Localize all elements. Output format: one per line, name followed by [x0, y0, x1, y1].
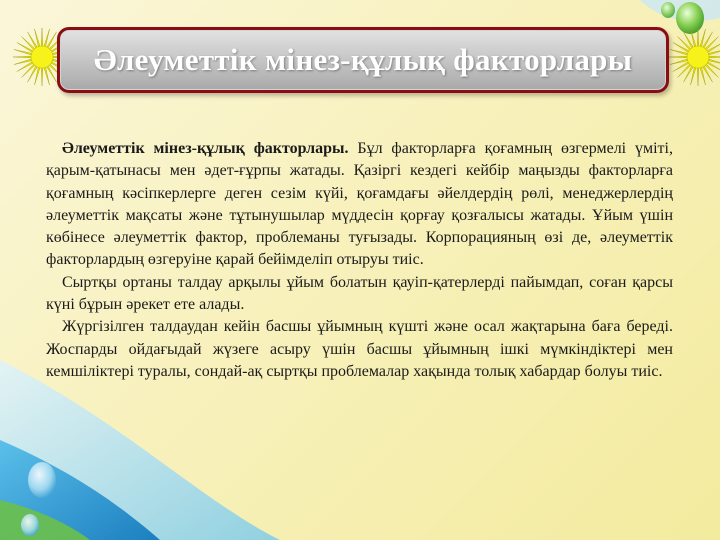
sun-ray — [13, 56, 32, 58]
sun-ray — [697, 28, 699, 47]
water-drop-icon — [661, 2, 675, 18]
sun-burst-icon — [668, 27, 720, 87]
sun-ray — [697, 67, 699, 86]
slide-title: Әлеуметтік мінез-құлық факторлары — [93, 42, 633, 77]
sun-ray — [41, 67, 43, 86]
paragraph-3 — [46, 316, 673, 383]
water-drop-icon — [21, 514, 39, 536]
paragraph-2 — [46, 272, 673, 317]
sun-ray — [41, 28, 43, 47]
paragraph-text: Жүргізілген талдаудан кейін басшы ұйымның күшті және осал жақтарына баға береді. Жоспарды ойдағыдай жүзеге асыру үшін басшы ұйымның ішкі мүмкіндіктері мен кемшіліктері туралы, сондай-ақ сыртқы проблемалар хақында толық хабардар болуы тиіс. — [46, 318, 673, 380]
paragraph-1 — [46, 138, 673, 272]
sun-ray — [708, 56, 720, 58]
sun-ray — [669, 56, 688, 58]
slide-body — [46, 138, 673, 383]
water-drop-icon — [28, 462, 56, 498]
slide-title-box — [57, 27, 669, 93]
paragraph-lead: Әлеуметтік мінез-құлық факторлары. — [62, 140, 349, 157]
paragraph-text: Сыртқы ортаны талдау арқылы ұйым болатын қауіп-қатерлерді пайымдап, соған қарсы күні бұрын әрекет ете алады. — [46, 273, 673, 314]
paragraph-text: Бұл факторларға қоғамның өзгермелі үміті, қарым-қатынасы мен әдет-ғұрпы жатады. Қазіргі кездегі кейбір маңызды факторларға қоғамның кәсіпкерлерге деген сезім күйі, қоғамдағы әйелдердің рөлі, менеджерлердің әлеуметтік мақсаты және тұтынушылар мүддесін қорғау қозғалысы жатады. Ұйым үшін көбінесе әлеуметтік фактор, проблеманы туғызады. Корпорацияның өзі де, әлеуметтік факторлардың өзгеруіне қарай бейімделіп отыруы тиіс. — [46, 140, 673, 269]
